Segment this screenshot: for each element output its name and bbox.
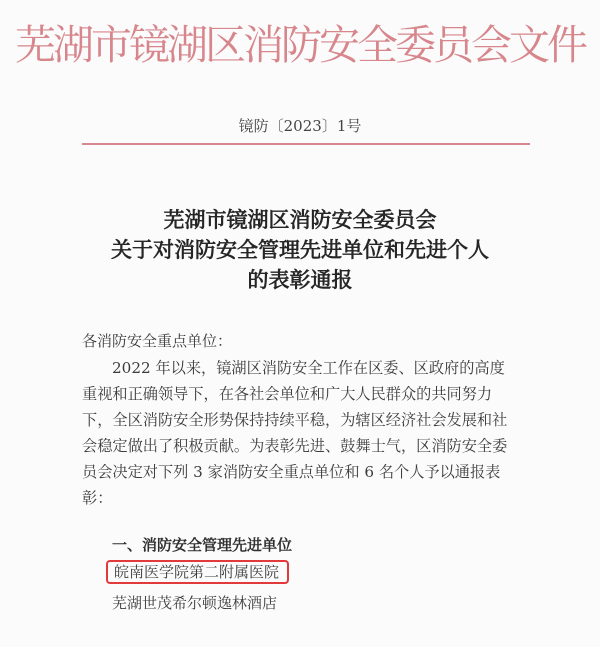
body-line: 员会决定对下列 3 家消防安全重点单位和 6 名个人予以通报表 [82,463,501,481]
salutation: 各消防安全重点单位： [82,332,233,350]
body-line: 会稳定做出了积极贡献。为表彰先进、鼓舞士气，区消防安全委 [82,437,508,455]
title-line-3: 的表彰通报 [247,267,353,292]
body-line: 2022 年以来，镜湖区消防安全工作在区委、区政府的高度 [112,359,505,377]
body-line: 彰： [82,489,113,507]
notice-title [0,205,600,295]
body-line: 重视和正确领导下，在各社会单位和广大人民群众的共同努力 [82,385,493,403]
body-paragraph [82,355,544,511]
body-line: 下，全区消防安全形势保持持续平稳，为辖区经济社会发展和社 [82,411,508,429]
unit-list [112,560,289,616]
section-heading: 一、消防安全管理先进单位 [112,536,293,554]
letterhead-title: 芜湖市镜湖区消防安全委员会文件 [15,21,585,69]
unit-list-item: 芜湖世茂希尔顿逸林酒店 [112,594,278,612]
title-line-2: 关于对消防安全管理先进单位和先进个人 [111,237,489,262]
title-line-1: 芜湖市镜湖区消防安全委员会 [163,207,437,232]
document-number: 镜防〔2023〕1号 [238,117,362,135]
red-separator-line [82,143,530,145]
highlighted-unit: 皖南医学院第二附属医院 [106,560,289,584]
